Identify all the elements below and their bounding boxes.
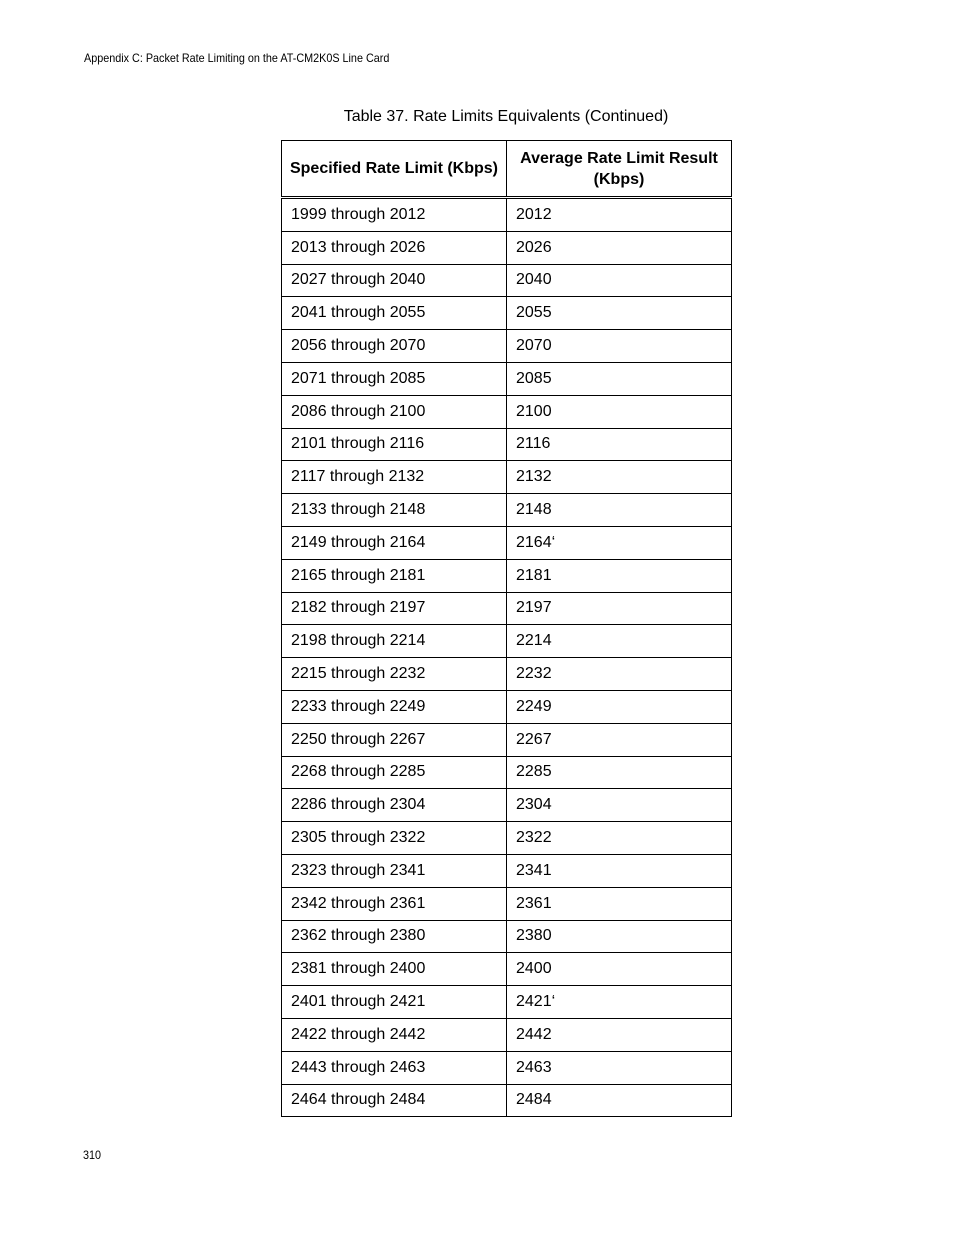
table-row xyxy=(282,362,732,395)
running-header: Appendix C: Packet Rate Limiting on the AT-CM2K0S Line Card xyxy=(84,51,390,65)
average-rate-cell: 2116 xyxy=(507,428,732,461)
average-rate-cell: 2322 xyxy=(507,822,732,855)
average-rate-cell: 2285 xyxy=(507,756,732,789)
average-rate-cell: 2442 xyxy=(507,1018,732,1051)
specified-rate-cell: 2422 through 2442 xyxy=(282,1018,507,1051)
specified-rate-cell: 2250 through 2267 xyxy=(282,723,507,756)
specified-rate-cell: 2198 through 2214 xyxy=(282,625,507,658)
average-rate-cell: 2100 xyxy=(507,395,732,428)
table-row xyxy=(282,461,732,494)
specified-rate-cell: 2305 through 2322 xyxy=(282,822,507,855)
table-row xyxy=(282,395,732,428)
average-rate-cell: 2085 xyxy=(507,362,732,395)
specified-rate-cell: 2027 through 2040 xyxy=(282,264,507,297)
table-header-row xyxy=(282,141,732,198)
table-row xyxy=(282,986,732,1019)
table-row xyxy=(282,198,732,232)
specified-rate-cell: 2464 through 2484 xyxy=(282,1084,507,1117)
specified-rate-cell: 2362 through 2380 xyxy=(282,920,507,953)
specified-rate-cell: 2071 through 2085 xyxy=(282,362,507,395)
average-rate-cell: 2070 xyxy=(507,330,732,363)
specified-rate-cell: 2286 through 2304 xyxy=(282,789,507,822)
table-caption: Table 37. Rate Limits Equivalents (Continued) xyxy=(343,108,669,125)
table-row xyxy=(282,920,732,953)
table-row xyxy=(282,658,732,691)
table-row xyxy=(282,526,732,559)
specified-rate-cell: 2323 through 2341 xyxy=(282,854,507,887)
table-row xyxy=(282,297,732,330)
average-rate-cell: 2400 xyxy=(507,953,732,986)
specified-rate-cell: 2233 through 2249 xyxy=(282,690,507,723)
average-rate-cell: 2304 xyxy=(507,789,732,822)
average-rate-cell: 2232 xyxy=(507,658,732,691)
specified-rate-cell: 2342 through 2361 xyxy=(282,887,507,920)
average-rate-cell: 2148 xyxy=(507,494,732,527)
table-row xyxy=(282,789,732,822)
specified-rate-cell: 2268 through 2285 xyxy=(282,756,507,789)
table-row xyxy=(282,1018,732,1051)
table-row xyxy=(282,887,732,920)
table-body xyxy=(282,198,732,1117)
average-rate-cell: 2463 xyxy=(507,1051,732,1084)
table-row xyxy=(282,1051,732,1084)
specified-rate-cell: 1999 through 2012 xyxy=(282,198,507,232)
average-rate-cell: 2012 xyxy=(507,198,732,232)
average-rate-cell: 2026 xyxy=(507,231,732,264)
average-rate-cell: 2164‘ xyxy=(507,526,732,559)
specified-rate-cell: 2165 through 2181 xyxy=(282,559,507,592)
specified-rate-cell: 2133 through 2148 xyxy=(282,494,507,527)
specified-rate-cell: 2401 through 2421 xyxy=(282,986,507,1019)
average-rate-cell: 2055 xyxy=(507,297,732,330)
specified-rate-cell: 2117 through 2132 xyxy=(282,461,507,494)
specified-rate-cell: 2013 through 2026 xyxy=(282,231,507,264)
table-row xyxy=(282,1084,732,1117)
table-row xyxy=(282,494,732,527)
column-header-average-rate: Average Rate Limit Result (Kbps) xyxy=(507,141,732,198)
table-row xyxy=(282,625,732,658)
average-rate-cell: 2181 xyxy=(507,559,732,592)
table-row xyxy=(282,723,732,756)
table-row xyxy=(282,854,732,887)
specified-rate-cell: 2443 through 2463 xyxy=(282,1051,507,1084)
table-row xyxy=(282,231,732,264)
table-row xyxy=(282,330,732,363)
table-row xyxy=(282,690,732,723)
average-rate-cell: 2267 xyxy=(507,723,732,756)
rate-limits-table xyxy=(281,140,732,1117)
table-row xyxy=(282,592,732,625)
average-rate-cell: 2341 xyxy=(507,854,732,887)
specified-rate-cell: 2041 through 2055 xyxy=(282,297,507,330)
specified-rate-cell: 2149 through 2164 xyxy=(282,526,507,559)
average-rate-cell: 2214 xyxy=(507,625,732,658)
specified-rate-cell: 2381 through 2400 xyxy=(282,953,507,986)
average-rate-cell: 2040 xyxy=(507,264,732,297)
specified-rate-cell: 2056 through 2070 xyxy=(282,330,507,363)
average-rate-cell: 2249 xyxy=(507,690,732,723)
table-row xyxy=(282,264,732,297)
average-rate-cell: 2197 xyxy=(507,592,732,625)
table-row xyxy=(282,428,732,461)
table-row xyxy=(282,822,732,855)
column-header-specified-rate: Specified Rate Limit (Kbps) xyxy=(282,141,507,198)
specified-rate-cell: 2215 through 2232 xyxy=(282,658,507,691)
average-rate-cell: 2361 xyxy=(507,887,732,920)
average-rate-cell: 2421‘ xyxy=(507,986,732,1019)
page-number: 310 xyxy=(83,1148,102,1162)
average-rate-cell: 2132 xyxy=(507,461,732,494)
specified-rate-cell: 2182 through 2197 xyxy=(282,592,507,625)
average-rate-cell: 2380 xyxy=(507,920,732,953)
specified-rate-cell: 2086 through 2100 xyxy=(282,395,507,428)
table-row xyxy=(282,559,732,592)
table-row xyxy=(282,756,732,789)
specified-rate-cell: 2101 through 2116 xyxy=(282,428,507,461)
table-row xyxy=(282,953,732,986)
average-rate-cell: 2484 xyxy=(507,1084,732,1117)
